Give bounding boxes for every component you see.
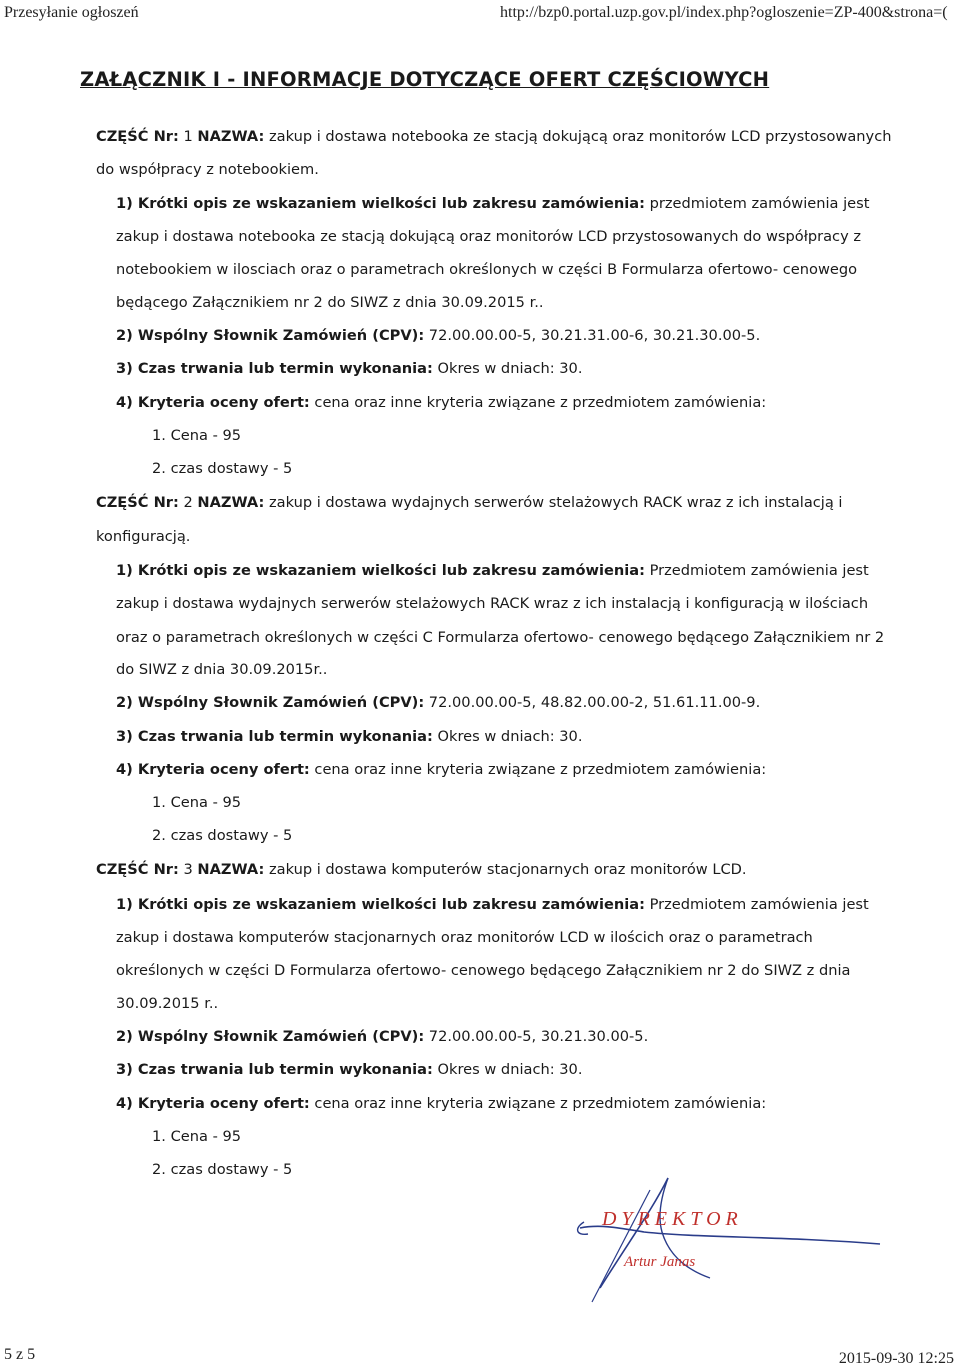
page-number: 5 z 5 xyxy=(4,1346,36,1363)
director-signature-stamp xyxy=(560,1170,900,1310)
signature-title: DYREKTOR xyxy=(602,1208,743,1230)
part-2-criterion-delivery: 2. czas dostawy - 5 xyxy=(152,827,293,844)
part-3-description: 1) Krótki opis ze wskazaniem wielkości lub zakresu zamówienia: Przedmiotem zamówienia jest xyxy=(116,896,869,913)
part-3-description-line: zakup i dostawa komputerów stacjonarnych oraz monitorów LCD w ilościch oraz o parametrach xyxy=(116,929,813,946)
part-3-description-line: 30.09.2015 r.. xyxy=(116,995,219,1012)
part-1-description-line: zakup i dostawa notebooka ze stacją dokującą oraz monitorów LCD przystosowanych do współpracy z xyxy=(116,228,862,245)
part-3-criterion-delivery: 2. czas dostawy - 5 xyxy=(152,1161,293,1178)
part-1-description-line: notebookiem w ilosciach oraz o parametrach określonych w części B Formularza ofertowo- cenowego xyxy=(116,261,858,278)
handwritten-signature-icon xyxy=(560,1170,900,1310)
part-2-description-line: oraz o parametrach określonych w części C Formularza ofertowo- cenowego będącego Załącznikiem nr 2 xyxy=(116,629,885,646)
part-3-time: 3) Czas trwania lub termin wykonania: Okres w dniach: 30. xyxy=(116,1061,583,1078)
part-3-heading: CZĘŚĆ Nr: 3 NAZWA: zakup i dostawa komputerów stacjonarnych oraz monitorów LCD. xyxy=(96,861,747,878)
part-1-cpv: 2) Wspólny Słownik Zamówień (CPV): 72.00.00.00-5, 30.21.31.00-6, 30.21.30.00-5. xyxy=(116,327,761,344)
part-1-name-cont: do współpracy z notebookiem. xyxy=(96,161,319,178)
part-1-heading: CZĘŚĆ Nr: 1 NAZWA: zakup i dostawa notebooka ze stacją dokującą oraz monitorów LCD przystosowanych xyxy=(96,128,892,145)
part-1-criterion-delivery: 2. czas dostawy - 5 xyxy=(152,460,293,477)
part-3-cpv: 2) Wspólny Słownik Zamówień (CPV): 72.00.00.00-5, 30.21.30.00-5. xyxy=(116,1028,649,1045)
part-2-description-line: do SIWZ z dnia 30.09.2015r.. xyxy=(116,661,328,678)
part-3-description-line: określonych w części D Formularza ofertowo- cenowego będącego Załącznikiem nr 2 do SIWZ z dnia xyxy=(116,962,851,979)
part-2-description-line: zakup i dostawa wydajnych serwerów stelażowych RACK wraz z ich instalacją i konfiguracją w ilościach xyxy=(116,595,869,612)
signature-name: Artur Janas xyxy=(624,1254,696,1270)
page-header-url: http://bzp0.portal.uzp.gov.pl/index.php?ogloszenie=ZP-400&strona=( xyxy=(500,4,948,21)
part-1-criterion-price: 1. Cena - 95 xyxy=(152,427,242,444)
part-1-time: 3) Czas trwania lub termin wykonania: Okres w dniach: 30. xyxy=(116,360,583,377)
part-1-criteria: 4) Kryteria oceny ofert: cena oraz inne kryteria związane z przedmiotem zamówienia: xyxy=(116,394,767,411)
document-title: ZAŁĄCZNIK I - INFORMACJE DOTYCZĄCE OFERT CZĘŚCIOWYCH xyxy=(80,68,770,91)
part-2-criteria: 4) Kryteria oceny ofert: cena oraz inne kryteria związane z przedmiotem zamówienia: xyxy=(116,761,767,778)
part-2-description: 1) Krótki opis ze wskazaniem wielkości lub zakresu zamówienia: Przedmiotem zamówienia jest xyxy=(116,562,869,579)
part-2-criterion-price: 1. Cena - 95 xyxy=(152,794,242,811)
part-3-criterion-price: 1. Cena - 95 xyxy=(152,1128,242,1145)
part-1-description: 1) Krótki opis ze wskazaniem wielkości lub zakresu zamówienia: przedmiotem zamówienia jest xyxy=(116,195,870,212)
part-3-criteria: 4) Kryteria oceny ofert: cena oraz inne kryteria związane z przedmiotem zamówienia: xyxy=(116,1095,767,1112)
part-2-heading: CZĘŚĆ Nr: 2 NAZWA: zakup i dostawa wydajnych serwerów stelażowych RACK wraz z ich instalacją i xyxy=(96,494,843,511)
part-2-name-cont: konfiguracją. xyxy=(96,528,191,545)
part-1-description-line: będącego Załącznikiem nr 2 do SIWZ z dnia 30.09.2015 r.. xyxy=(116,294,544,311)
part-2-cpv: 2) Wspólny Słownik Zamówień (CPV): 72.00.00.00-5, 48.82.00.00-2, 51.61.11.00-9. xyxy=(116,694,761,711)
page-header-title: Przesyłanie ogłoszeń xyxy=(4,4,139,21)
print-datetime: 2015-09-30 12:25 xyxy=(838,1350,954,1367)
part-2-time: 3) Czas trwania lub termin wykonania: Okres w dniach: 30. xyxy=(116,728,583,745)
